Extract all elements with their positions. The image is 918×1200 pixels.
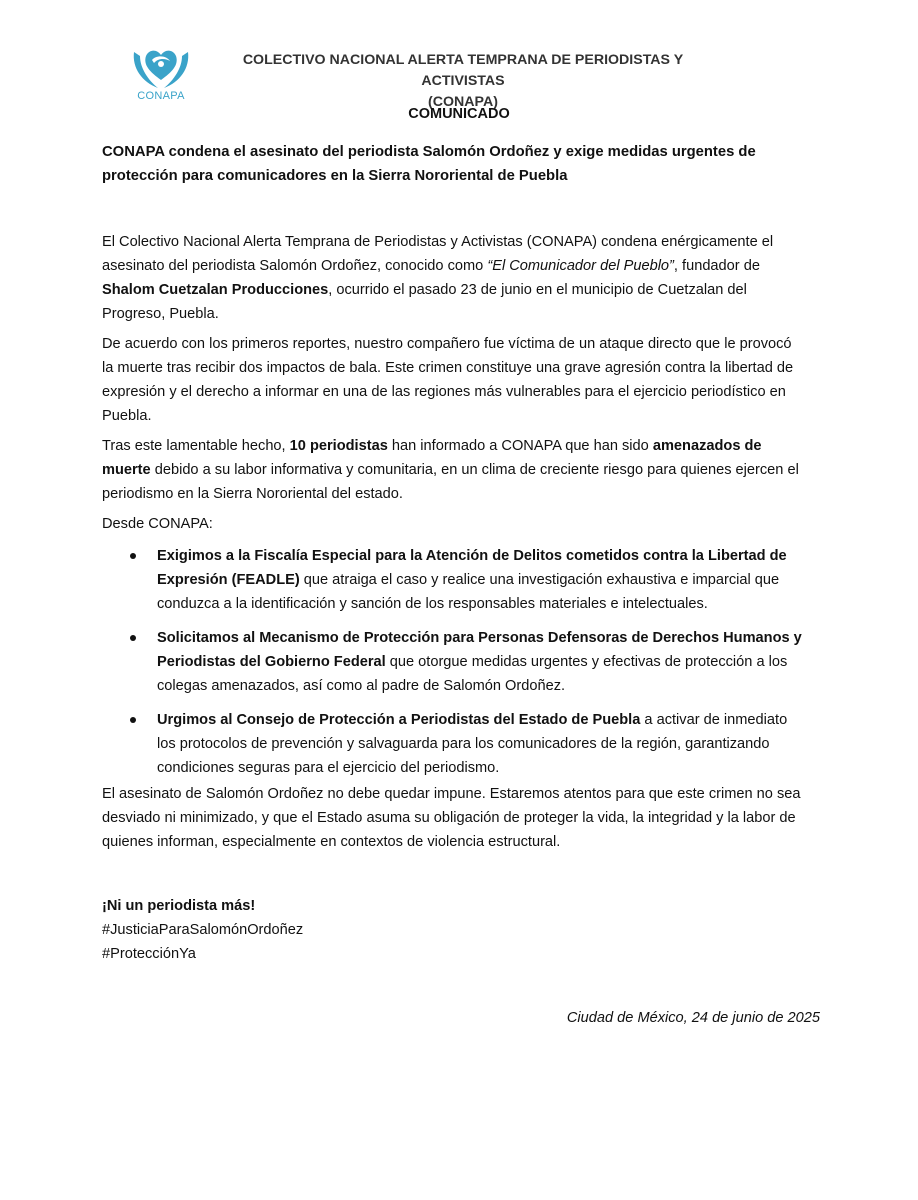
hashtag-2: #ProtecciónYa [102,946,196,962]
organization-title [200,50,726,113]
p3-text-a: Tras este lamentable hecho, [102,438,290,454]
paragraph-2: De acuerdo con los primeros reportes, nuestro compañero fue víctima de un ataque directo que le provocó la muerte tras recibir dos impactos de bala. Este crimen constituye una grave agresión contra la libertad de expresión y el derecho a informar en una de las regiones más vulnerables para el ejercicio periodístico en Puebla. [102,336,794,424]
demands-list [130,544,802,780]
demand-bold: Solicitamos al Mecanismo de Protección para Personas Defensoras de Derechos Humanos y Periodistas del Gobierno Federal [157,630,802,670]
bullet-icon [130,635,136,641]
org-name-line2: (CONAPA) [428,94,498,110]
hashtag-1: #JusticiaParaSalomónOrdoñez [102,922,304,938]
paragraph-4: Desde CONAPA: [102,516,213,532]
bullet-icon [130,553,136,559]
threat-text: amenazados de muerte [102,438,762,478]
list-item [130,708,802,780]
paragraph-1 [102,230,802,326]
press-release-headline: CONAPA condena el asesinato del periodista Salomón Ordoñez y exige medidas urgentes de protección para comunicadores en la Sierra Nororiental de Puebla [102,144,756,184]
bullet-icon [130,717,136,723]
paragraph-3 [102,434,802,506]
slogan: ¡Ni un periodista más! [102,898,256,914]
demand-text: que atraiga el caso y realice una investigación exhaustiva e imparcial que conduzca a la identificación y sanción de los responsables materiales e intelectuales. [157,572,780,612]
p1-text-a: El Colectivo Nacional Alerta Temprana de Periodistas y Activistas (CONAPA) condena enérgicamente el asesinato del periodista Salomón Ordoñez, conocido como [102,234,774,274]
document-type-label: COMUNICADO [408,106,510,122]
nickname-text: “El Comunicador del Pueblo” [487,258,674,274]
org-name-line1: COLECTIVO NACIONAL ALERTA TEMPRANA DE PERIODISTAS Y ACTIVISTAS [242,52,684,89]
p1-text-b: , fundador de [673,258,760,274]
p3-text-c: debido a su labor informativa y comunitaria, en un clima de creciente riesgo para quienes ejercen el periodismo en la Sierra Nororiental del estado. [102,462,799,502]
list-item [130,626,802,698]
p3-text-b: han informado a CONAPA que han sido [387,438,653,454]
demand-bold: Urgimos al Consejo de Protección a Periodistas del Estado de Puebla [157,712,641,728]
paragraph-5: El asesinato de Salomón Ordoñez no debe quedar impune. Estaremos atentos para que este crimen no sea desviado ni minimizado, y que el Estado asuma su obligación de proteger la vida, la integridad y la labor de quienes informan, especialmente en contextos de violencia estructural. [102,786,801,850]
journalist-count: 10 periodistas [289,438,388,454]
closing-block [102,894,303,966]
list-item [130,544,802,616]
demand-bold: Exigimos a la Fiscalía Especial para la Atención de Delitos cometidos contra la Libertad de Expresión (FEADLE) [157,548,787,588]
place-and-date: Ciudad de México, 24 de junio de 2025 [566,1010,820,1026]
logo-wordmark: CONAPA [137,90,185,102]
p1-text-c: , ocurrido el pasado 23 de junio en el municipio de Cuetzalan del Progreso, Puebla. [102,282,747,322]
demand-text: a activar de inmediato los protocolos de prevención y salvaguarda para los comunicadores de la región, garantizando condiciones seguras para el ejercicio del periodismo. [157,712,788,776]
company-name: Shalom Cuetzalan Producciones [102,282,329,298]
demand-text: que otorgue medidas urgentes y efectivas de protección a los colegas amenazados, así como al padre de Salomón Ordoñez. [157,654,788,694]
